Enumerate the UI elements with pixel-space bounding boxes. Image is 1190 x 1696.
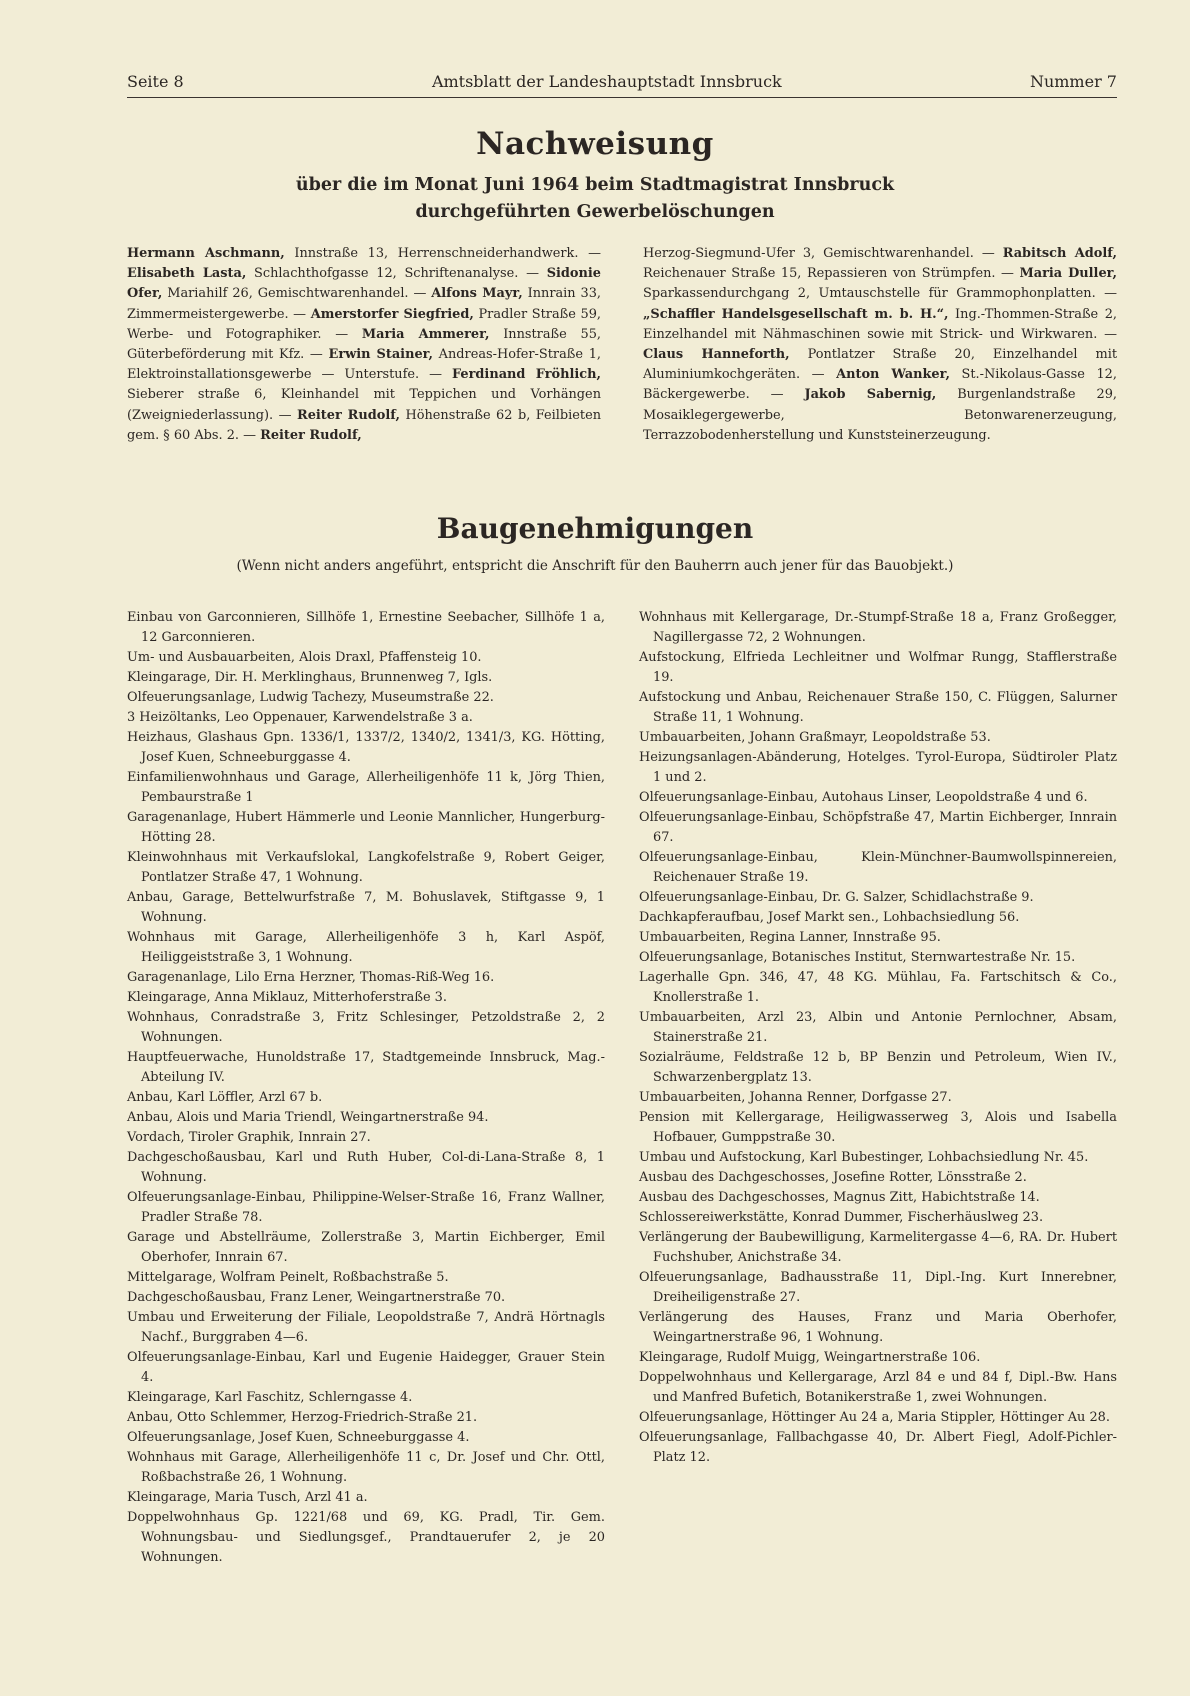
deletion-name: Anton Wanker,	[836, 367, 950, 383]
permit-entry: Umbauarbeiten, Johann Graßmayr, Leopoldstraße 53.	[639, 730, 991, 745]
permit-entry: Wohnhaus mit Kellergarage, Dr.-Stumpf-Straße 18 a, Franz Großegger, Nagillergasse 72, 2 Wohnungen.	[639, 610, 1117, 645]
permit-entry: Kleingarage, Maria Tusch, Arzl 41 a.	[127, 1490, 368, 1505]
deletion-name: Jakob Sabernig,	[804, 387, 937, 403]
deletion-text: Innrain 33, Zimmermeistergewerbe. —	[127, 286, 601, 322]
permit-entry: Schlossereiwerkstätte, Konrad Dummer, Fischerhäuslweg 23.	[639, 1210, 1044, 1225]
section-note: (Wenn nicht anders angeführt, entspricht die Anschrift für den Bauherrn auch jener für das Bauobjekt.)	[236, 558, 954, 574]
deletion-name: Alfons Mayr,	[431, 286, 523, 302]
permit-entry: Anbau, Karl Löffler, Arzl 67 b.	[127, 1090, 323, 1105]
deletion-name: Maria Duller,	[1019, 266, 1117, 282]
permit-entry: Olfeuerungsanlage, Josef Kuen, Schneeburggasse 4.	[127, 1430, 470, 1445]
permits-right-column	[639, 608, 1117, 1568]
journal-title: Amtsblatt der Landeshauptstadt Innsbruck	[431, 72, 782, 91]
page-header	[127, 72, 1117, 98]
deletion-text: Schlachthofgasse 12, Schriftenanalyse. —	[246, 266, 547, 282]
subtitle-line-1: über die im Monat Juni 1964 beim Stadtmagistrat Innsbruck	[295, 175, 895, 195]
deletion-name: Erwin Stainer,	[328, 347, 433, 363]
permit-entry: Aufstockung, Elfrieda Lechleitner und Wolfmar Rungg, Stafflerstraße 19.	[639, 650, 1117, 685]
permit-entry: Anbau, Otto Schlemmer, Herzog-Friedrich-Straße 21.	[127, 1410, 478, 1425]
permit-entry: Einfamilienwohnhaus und Garage, Allerheiligenhöfe 11 k, Jörg Thien, Pembaurstraße 1	[127, 770, 605, 805]
deletions-columns	[127, 244, 1117, 446]
permits-left-column	[127, 608, 605, 1568]
section-subtitle	[0, 172, 1190, 226]
permit-entry: Dachgeschoßausbau, Franz Lener, Weingartnerstraße 70.	[127, 1290, 506, 1305]
deletion-text: Herzog-Siegmund-Ufer 3, Gemischtwarenhandel. —	[643, 246, 1003, 261]
permit-entry: Wohnhaus, Conradstraße 3, Fritz Schlesinger, Petzoldstraße 2, 2 Wohnungen.	[127, 1010, 605, 1045]
permit-entry: 3 Heizöltanks, Leo Oppenauer, Karwendelstraße 3 a.	[127, 710, 473, 725]
permit-entry: Olfeuerungsanlage, Ludwig Tachezy, Museumstraße 22.	[127, 690, 494, 705]
permit-entry: Einbau von Garconnieren, Sillhöfe 1, Ernestine Seebacher, Sillhöfe 1 a, 12 Garconnieren.	[127, 610, 605, 645]
permit-entry: Heizhaus, Glashaus Gpn. 1336/1, 1337/2, 1340/2, 1341/3, KG. Hötting, Josef Kuen, Schneeburggasse 4.	[127, 730, 605, 765]
permit-entry: Hauptfeuerwache, Hunoldstraße 17, Stadtgemeinde Innsbruck, Mag.-Abteilung IV.	[127, 1050, 605, 1085]
permit-entry: Umbauarbeiten, Johanna Renner, Dorfgasse 27.	[639, 1090, 952, 1105]
permit-entry: Olfeuerungsanlage-Einbau, Autohaus Linser, Leopoldstraße 4 und 6.	[639, 790, 1088, 805]
permit-entry: Doppelwohnhaus Gp. 1221/68 und 69, KG. Pradl, Tir. Gem. Wohnungsbau- und Siedlungsgef., Prandtauerufer 2, je 20 Wohnungen.	[127, 1510, 605, 1565]
permit-entry: Kleingarage, Dir. H. Merklinghaus, Brunnenweg 7, Igls.	[127, 670, 493, 685]
permit-entry: Anbau, Garage, Bettelwurfstraße 7, M. Bohuslavek, Stiftgasse 9, 1 Wohnung.	[127, 890, 605, 925]
deletion-text: Andreas-Hofer-Straße 1, Elektroinstallationsgewerbe — Unterstufe. —	[127, 347, 601, 383]
permit-entry: Garagenanlage, Hubert Hämmerle und Leonie Mannlicher, Hungerburg-Hötting 28.	[127, 810, 605, 845]
permit-entry: Umbau und Aufstockung, Karl Bubestinger, Lohbachsiedlung Nr. 45.	[639, 1150, 1089, 1165]
permit-entry: Um- und Ausbauarbeiten, Alois Draxl, Pfaffensteig 10.	[127, 650, 482, 665]
deletion-text: Pontlatzer Straße 20, Einzelhandel mit Aluminiumkochgeräten. —	[643, 347, 1117, 383]
deletion-name: Reiter Rudolf,	[260, 427, 362, 443]
permit-entry: Lagerhalle Gpn. 346, 47, 48 KG. Mühlau, Fa. Fartschitsch & Co., Knollerstraße 1.	[639, 970, 1117, 1005]
permit-entry: Aufstockung und Anbau, Reichenauer Straße 150, C. Flüggen, Salurner Straße 11, 1 Wohnung.	[639, 690, 1117, 725]
deletion-name: Reiter Rudolf,	[297, 407, 400, 423]
deletion-name: Amerstorfer Siegfried,	[310, 306, 474, 322]
permit-entry: Garagenanlage, Lilo Erna Herzner, Thomas-Riß-Weg 16.	[127, 970, 495, 985]
permit-entry: Sozialräume, Feldstraße 12 b, BP Benzin und Petroleum, Wien IV., Schwarzenbergplatz 13.	[639, 1050, 1117, 1085]
permit-entry: Umbauarbeiten, Regina Lanner, Innstraße 95.	[639, 930, 941, 945]
deletion-text: Sparkassendurchgang 2, Umtauschstelle für Grammophonplatten. —	[643, 286, 1117, 302]
deletion-text: Innstraße 13, Herrenschneiderhandwerk. —	[284, 246, 601, 261]
permit-entry: Ausbau des Dachgeschosses, Josefine Rotter, Lönsstraße 2.	[639, 1170, 1027, 1185]
permit-entry: Doppelwohnhaus und Kellergarage, Arzl 84 e und 84 f, Dipl.-Bw. Hans und Manfred Bufetich, Botanikerstraße 1, zwei Wohnungen.	[639, 1370, 1117, 1405]
permit-entry: Vordach, Tiroler Graphik, Innrain 27.	[127, 1130, 371, 1145]
deletion-text: Innstraße 55, Güterbeförderung mit Kfz. —	[127, 326, 601, 363]
deletion-name: Hermann Aschmann,	[127, 246, 285, 261]
deletions-right-column	[643, 244, 1117, 446]
permit-entry: Kleingarage, Rudolf Muigg, Weingartnerstraße 106.	[639, 1350, 981, 1365]
permit-entry: Wohnhaus mit Garage, Allerheiligenhöfe 11 c, Dr. Josef und Chr. Ottl, Roßbachstraße 26, 1 Wohnung.	[127, 1450, 605, 1485]
permit-entry: Garage und Abstellräume, Zollerstraße 3, Martin Eichberger, Emil Oberhofer, Innrain 67.	[127, 1230, 605, 1265]
page-number: Seite 8	[127, 72, 184, 91]
permit-entry: Olfeuerungsanlage, Höttinger Au 24 a, Maria Stippler, Höttinger Au 28.	[639, 1410, 1110, 1425]
deletion-name: Ferdinand Fröhlich,	[451, 367, 601, 383]
deletions-left-column	[127, 244, 601, 446]
permit-entry: Kleingarage, Karl Faschitz, Schlerngasse 4.	[127, 1390, 413, 1405]
section-title-baugenehmigungen: Baugenehmigungen	[436, 512, 754, 545]
permit-entry: Olfeuerungsanlage, Fallbachgasse 40, Dr. Albert Fiegl, Adolf-Pichler-Platz 12.	[639, 1430, 1117, 1465]
deletion-name: Sidonie Ofer,	[127, 266, 601, 302]
permit-entry: Dachkapferaufbau, Josef Markt sen., Lohbachsiedlung 56.	[639, 910, 1020, 925]
permit-entry: Umbau und Erweiterung der Filiale, Leopoldstraße 7, Andrä Hörtnagls Nachf., Burggraben 4—6.	[127, 1310, 605, 1345]
deletion-name: Maria Ammerer,	[361, 326, 490, 342]
deletion-text: Mariahilf 26, Gemischtwarenhandel. —	[162, 286, 432, 302]
deletion-name: Claus Hanneforth,	[643, 347, 790, 363]
permit-entry: Olfeuerungsanlage-Einbau, Philippine-Welser-Straße 16, Franz Wallner, Pradler Straße 78.	[127, 1190, 605, 1225]
permit-entry: Olfeuerungsanlage-Einbau, Schöpfstraße 47, Martin Eichberger, Innrain 67.	[639, 810, 1117, 845]
permit-entry: Anbau, Alois und Maria Triendl, Weingartnerstraße 94.	[127, 1110, 489, 1125]
deletion-text: Ing.-Thommen-Straße 2, Einzelhandel mit Nähmaschinen sowie mit Strick- und Wirkwaren. —	[643, 306, 1117, 342]
deletion-name: Rabitsch Adolf,	[1002, 246, 1117, 261]
deletion-name: „Schaffler Handelsgesellschaft m. b. H.“,	[643, 306, 949, 322]
deletion-text: Sieberer straße 6, Kleinhandel mit Teppichen und Vorhängen (Zweigniederlassung). —	[127, 387, 601, 423]
deletion-name: Elisabeth Lasta,	[127, 266, 247, 282]
permit-entry: Mittelgarage, Wolfram Peinelt, Roßbachstraße 5.	[127, 1270, 449, 1285]
permit-entry: Kleingarage, Anna Miklauz, Mitterhoferstraße 3.	[127, 990, 447, 1005]
deletion-text: St.-Nikolaus-Gasse 12, Bäckergewerbe. —	[643, 367, 1117, 403]
deletion-text: Reichenauer Straße 15, Repassieren von Strümpfen. —	[643, 266, 1020, 282]
permit-entry: Wohnhaus mit Garage, Allerheiligenhöfe 3 h, Karl Aspöf, Heiliggeiststraße 3, 1 Wohnung.	[127, 930, 605, 965]
issue-number: Nummer 7	[1029, 72, 1117, 91]
permit-entry: Ausbau des Dachgeschosses, Magnus Zitt, Habichtstraße 14.	[639, 1190, 1040, 1205]
permit-entry: Pension mit Kellergarage, Heiligwasserweg 3, Alois und Isabella Hofbauer, Gumppstraße 30.	[639, 1110, 1117, 1145]
deletion-text: Höhenstraße 62 b, Feilbieten gem. § 60 Abs. 2. —	[127, 407, 601, 443]
permit-entry: Olfeuerungsanlage-Einbau, Dr. G. Salzer, Schidlachstraße 9.	[639, 890, 1034, 905]
permit-entry: Olfeuerungsanlage, Botanisches Institut, Sternwartestraße Nr. 15.	[639, 950, 1076, 965]
section-title-nachweisung: Nachweisung	[476, 126, 714, 162]
deletion-text: Burgenlandstraße 29, Mosaiklegergewerbe, Betonwarenerzeugung, Terrazzobodenherstellung und Kunststeinerzeugung.	[643, 387, 1118, 443]
permit-entry: Kleinwohnhaus mit Verkaufslokal, Langkofelstraße 9, Robert Geiger, Pontlatzer Straße 47, 1 Wohnung.	[127, 850, 605, 885]
subtitle-line-2: durchgeführten Gewerbelöschungen	[415, 202, 775, 222]
permit-entry: Olfeuerungsanlage, Badhausstraße 11, Dipl.-Ing. Kurt Innerebner, Dreiheiligenstraße 27.	[639, 1270, 1117, 1305]
permit-entry: Heizungsanlagen-Abänderung, Hotelges. Tyrol-Europa, Südtiroler Platz 1 und 2.	[639, 750, 1117, 785]
permit-entry: Umbauarbeiten, Arzl 23, Albin und Antonie Pernlochner, Absam, Stainerstraße 21.	[639, 1010, 1117, 1045]
deletion-text: Pradler Straße 59, Werbe- und Fotographiker. —	[127, 306, 602, 342]
permit-entry: Olfeuerungsanlage-Einbau, Karl und Eugenie Haidegger, Grauer Stein 4.	[127, 1350, 605, 1385]
permit-entry: Olfeuerungsanlage-Einbau, Klein-Münchner-Baumwollspinnereien, Reichenauer Straße 19.	[639, 850, 1117, 885]
permit-entry: Dachgeschoßausbau, Karl und Ruth Huber, Col-di-Lana-Straße 8, 1 Wohnung.	[127, 1150, 605, 1185]
permits-columns	[127, 608, 1117, 1568]
permit-entry: Verlängerung des Hauses, Franz und Maria Oberhofer, Weingartnerstraße 96, 1 Wohnung.	[639, 1310, 1117, 1345]
permit-entry: Verlängerung der Baubewilligung, Karmelitergasse 4—6, RA. Dr. Hubert Fuchshuber, Anichstraße 34.	[639, 1230, 1117, 1265]
